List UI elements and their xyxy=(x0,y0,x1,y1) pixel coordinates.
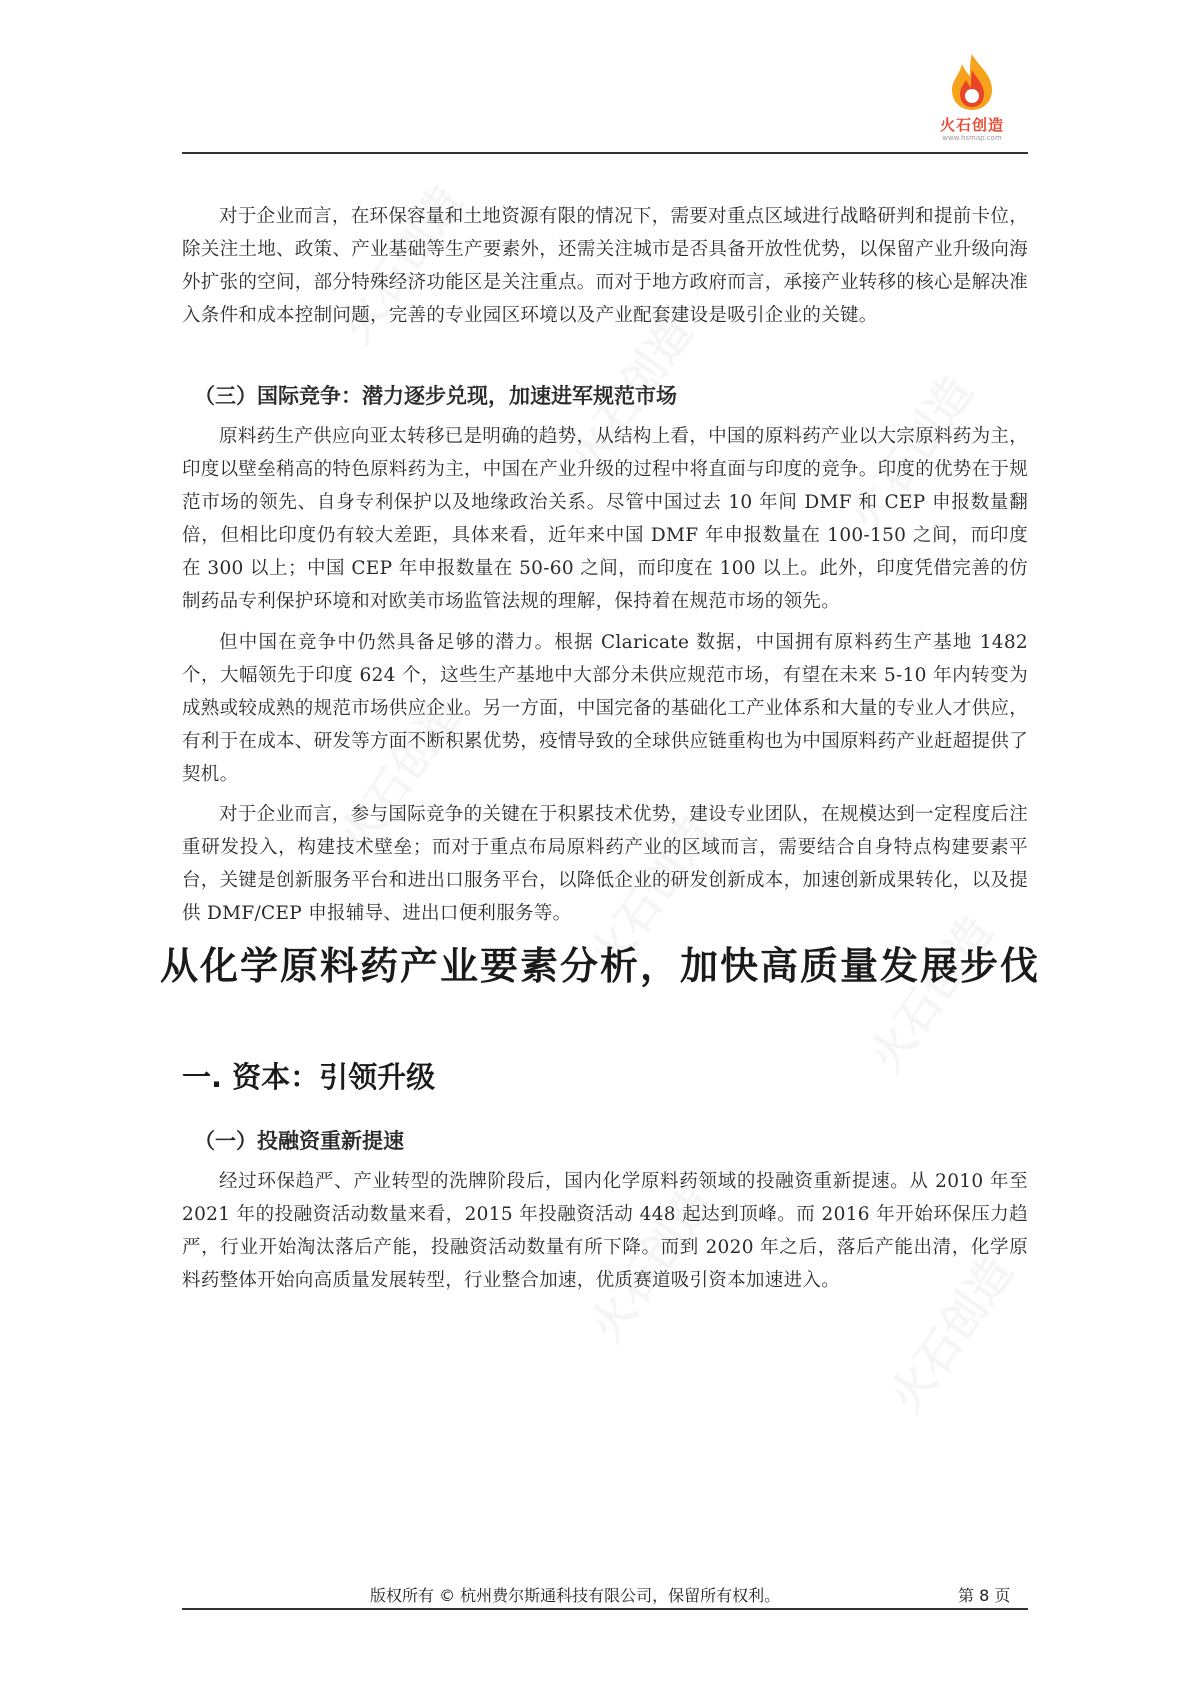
page-number: 第 8 页 xyxy=(958,1586,1011,1605)
footer-copyright: 版权所有 © 杭州费尔斯通科技有限公司，保留所有权利。 xyxy=(370,1586,781,1605)
footer-divider xyxy=(182,1608,1028,1610)
watermark: 火石创造 xyxy=(580,1177,724,1352)
section-heading: （三）国际竞争：潜力逐步兑现，加速进军规范市场 xyxy=(194,383,677,408)
section-title: 一. 资本：引领升级 xyxy=(182,1060,436,1094)
logo-subtext: www.hsmap.com xyxy=(942,134,1002,142)
header-divider xyxy=(182,152,1028,154)
watermark: 火石创造 xyxy=(580,807,724,982)
watermark: 火石创造 xyxy=(840,367,984,542)
paragraph: 经过环保趋严、产业转型的洗牌阶段后，国内化学原料药领域的投融资重新提速。从 2010 年至 2021 年的投融资活动数量来看，2015 年投融资活动 448 起达到顶峰。而 2016 年开始环保压力趋严，行业开始淘汰落后产能，投融资活动数量有所下降。而到 2020 年之后，落后产能出清，化学原料药整体开始向高质量发展转型，行业整合加速，优质赛道吸引资本加速进入。 xyxy=(182,1171,1028,1291)
paragraph: 但中国在竞争中仍然具备足够的潜力。根据 Claricate 数据，中国拥有原料药生产基地 1482 个，大幅领先于印度 624 个，这些生产基地中大部分未供应规范市场，有望在未来 5-10 年内转变为成熟或较成熟的规范市场供应企业。另一方面，中国完备的基础化工产业体系和大量的专业人才供应，有利于在成本、研发等方面不断积累优势，疫情导致的全球供应链重构也为中国原料药产业赶超提供了契机。 xyxy=(182,632,1029,785)
flame-icon xyxy=(948,52,996,112)
watermark: 火石创造 xyxy=(330,687,474,862)
logo-text: 火石创造 xyxy=(939,116,1004,134)
watermark: 火石创造 xyxy=(330,177,474,352)
paragraph: 原料药生产供应向亚太转移已是明确的趋势，从结构上看，中国的原料药产业以大宗原料药为主，印度以壁垒稍高的特色原料药为主，中国在产业升级的过程中将直面与印度的竞争。印度的优势在于规范市场的领先、自身专利保护以及地缘政治关系。尽管中国过去 10 年间 DMF 和 CEP 申报数量翻倍，但相比印度仍有较大差距，具体来看，近年来中国 DMF 年申报数量在 100-150 之间，而印度在 300 以上；中国 CEP 年申报数量在 50-60 之间，而印度在 100 以上。此外，印度凭借完善的仿制药品专利保护环境和对欧美市场监管法规的理解，保持着在规范市场的领先。 xyxy=(182,426,1029,612)
paragraph: 对于企业而言，参与国际竞争的关键在于积累技术优势，建设专业团队，在规模达到一定程度后注重研发投入，构建技术壁垒；而对于重点布局原料药产业的区域而言，需要结合自身特点构建要素平台，关键是创新服务平台和进出口服务平台，以降低企业的研发创新成本，加速创新成果转化，以及提供 DMF/CEP 申报辅导、进出口便利服务等。 xyxy=(182,804,1029,924)
watermark: 火石创造 xyxy=(560,307,704,482)
brand-logo xyxy=(926,52,1018,144)
watermark: 火石创造 xyxy=(860,907,1004,1082)
subsection-heading: （一）投融资重新提速 xyxy=(194,1128,404,1153)
paragraph: 对于企业而言，在环保容量和土地资源有限的情况下，需要对重点区域进行战略研判和提前卡位，除关注土地、政策、产业基础等生产要素外，还需关注城市是否具备开放性优势，以保留产业升级向海外扩张的空间，部分特殊经济功能区是关注重点。而对于地方政府而言，承接产业转移的核心是解决准入条件和成本控制问题，完善的专业园区环境以及产业配套建设是吸引企业的关键。 xyxy=(182,206,1029,326)
watermark: 火石创造 xyxy=(880,1247,1024,1422)
chapter-title: 从化学原料药产业要素分析，加快高质量发展步伐 xyxy=(159,944,1040,988)
